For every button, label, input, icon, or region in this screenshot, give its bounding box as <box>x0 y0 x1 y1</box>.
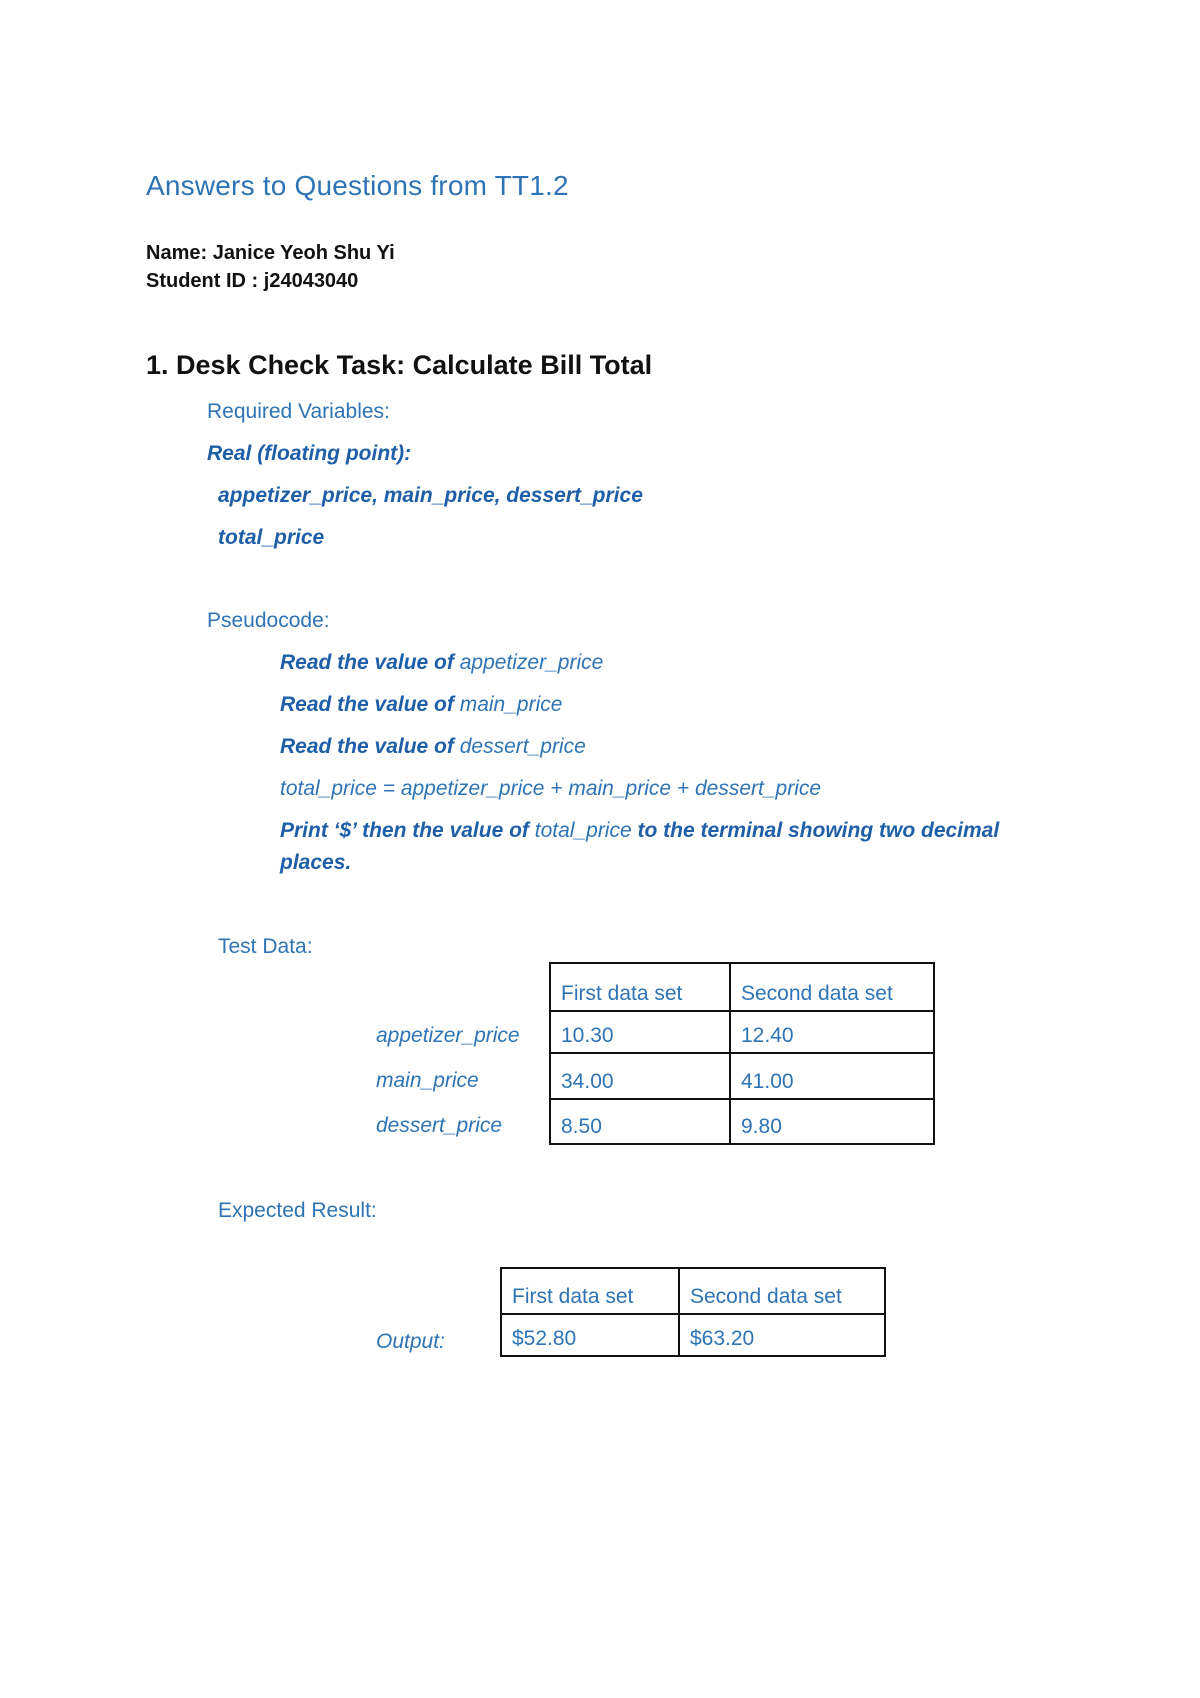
pseudocode-line-4 <box>280 777 821 801</box>
pseudocode-keyword: Read the value of <box>280 651 460 674</box>
table-header-row <box>501 1268 885 1314</box>
variable-type: Real (floating point): <box>207 442 412 465</box>
cell-second: 12.40 <box>730 1011 934 1053</box>
pseudocode-line-2 <box>280 693 562 717</box>
pseudocode-variable: main_price <box>459 693 563 716</box>
pseudocode-line-1 <box>280 651 603 675</box>
table-row <box>550 1099 934 1144</box>
pseudocode-variable: total_price <box>534 819 632 842</box>
test-row-label-3: dessert_price <box>376 1114 503 1137</box>
student-name: Name: Janice Yeoh Shu Yi <box>146 242 395 264</box>
table-row <box>501 1314 885 1356</box>
test-row-label-2: main_price <box>376 1069 479 1092</box>
cell-first: 10.30 <box>550 1011 730 1053</box>
pseudocode-assignment: total_price = appetizer_price + main_price + dessert_price <box>280 777 822 800</box>
required-variables-label: Required Variables: <box>207 400 390 423</box>
header-second: Second data set <box>730 963 934 1011</box>
pseudocode-line-5 <box>280 819 999 843</box>
test-data-label: Test Data: <box>218 935 313 958</box>
student-id: Student ID : j24043040 <box>146 270 359 292</box>
output-second: $63.20 <box>679 1314 885 1356</box>
test-data-table <box>549 962 935 1145</box>
pseudocode-keyword: Read the value of <box>280 693 460 716</box>
expected-result-label: Expected Result: <box>218 1199 377 1222</box>
pseudocode-keyword: places. <box>280 851 352 874</box>
pseudocode-line-3 <box>280 735 586 759</box>
expected-result-table <box>500 1267 886 1357</box>
test-row-label-1: appetizer_price <box>376 1024 520 1047</box>
table-row <box>550 1053 934 1099</box>
pseudocode-keyword: to the terminal showing two decimal <box>631 819 1000 842</box>
output-label: Output: <box>376 1330 445 1353</box>
table-header-row <box>550 963 934 1011</box>
variable-total: total_price <box>218 526 325 549</box>
pseudocode-label: Pseudocode: <box>207 609 330 632</box>
table-row <box>550 1011 934 1053</box>
pseudocode-keyword: Read the value of <box>280 735 460 758</box>
document-title: Answers to Questions from TT1.2 <box>146 170 569 201</box>
variable-list: appetizer_price, main_price, dessert_price <box>218 484 643 507</box>
pseudocode-line-5-cont <box>280 851 351 875</box>
header-first: First data set <box>550 963 730 1011</box>
pseudocode-variable: appetizer_price <box>459 651 604 674</box>
header-second: Second data set <box>679 1268 885 1314</box>
pseudocode-keyword: Print ‘$’ then the value of <box>280 819 535 842</box>
section-heading: 1. Desk Check Task: Calculate Bill Total <box>146 350 653 380</box>
cell-second: 41.00 <box>730 1053 934 1099</box>
cell-first: 8.50 <box>550 1099 730 1144</box>
pseudocode-variable: dessert_price <box>459 735 586 758</box>
cell-first: 34.00 <box>550 1053 730 1099</box>
header-first: First data set <box>501 1268 679 1314</box>
cell-second: 9.80 <box>730 1099 934 1144</box>
output-first: $52.80 <box>501 1314 679 1356</box>
